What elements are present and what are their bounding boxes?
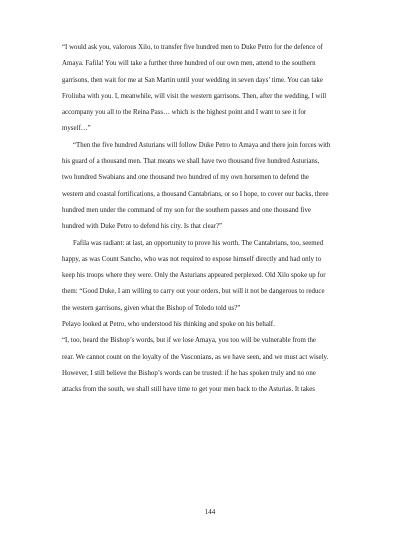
text-line: Pelayo looked at Petro, who understood his thinking and spoke on his behalf. [62,321,275,329]
text-line: Froliuba with you. I, meanwhile, will visit the western garrisons. Then, after the wedding, I will [62,92,327,100]
page-number: 144 [204,508,216,516]
text-line: “I, too, heard the Bishop’s words, but if we lose Amaya, you too will be vulnerable from the [62,337,316,345]
text-line: his guard of a thousand men. That means we shall have two thousand five hundred Asturians, [62,158,320,166]
text-line: attacks from the south, we shall still have time to get your men back to the Asturias. It takes [62,386,315,394]
paragraph [62,40,362,138]
text-line: keep his troops where they were. Only the Asturians appeared perplexed. Old Xilo spoke up for [62,272,326,280]
text-line: western and coastal fortifications, a thousand Cantabrians, or so I hope, to cover our backs, three [62,190,329,198]
text-line: the western garrisons, given what the Bishop of Toledo told us?” [62,304,241,312]
text-line: two hundred Swabians and one thousand two hundred of my own horsemen to defend the [62,174,309,182]
text-line: myself…” [62,125,91,133]
text-line: accompany you all to the Reina Pass… which is the highest point and I want to see it for [62,109,307,117]
text-line: garrisons, then wait for me at San Martin until your wedding in seven days’ time. You can take [62,76,323,84]
paragraph [62,333,362,398]
text-line: hundred men under the command of my son for the southern passes and one thousand five [62,206,311,214]
text-line: Fafila was radiant: at last, an opportunity to prove his worth. The Cantabrians, too, seemed [73,239,324,247]
text-line: them: “Good Duke, I am willing to carry out your orders, but will it not be dangerous to reduce [62,288,325,296]
text-line: However, I still believe the Bishop’s words can be trusted: if he has spoken truly and no one [62,369,316,377]
paragraph [62,317,362,333]
paragraph [62,138,362,236]
text-line: Amaya. Fafila! You will take a further three hundred of our own men, attend to the southern [62,60,316,68]
text-line: happy, as was Count Sancho, who was not required to expose himself directly and had only to [62,255,322,263]
text-line: rear. We cannot count on the loyalty of the Vasconians, as we have seen, and we must act wisely. [62,353,329,361]
text-line: “Then the five hundred Asturians will follow Duke Petro to Amaya and there join forces with [73,141,331,149]
text-line: “I would ask you, valorous Xilo, to transfer five hundred men to Duke Petro for the defence of [62,44,323,51]
page-body [62,40,362,399]
paragraph [62,236,362,317]
text-line: hundred with Duke Petro to defend his city. Is that clear?” [62,223,223,231]
